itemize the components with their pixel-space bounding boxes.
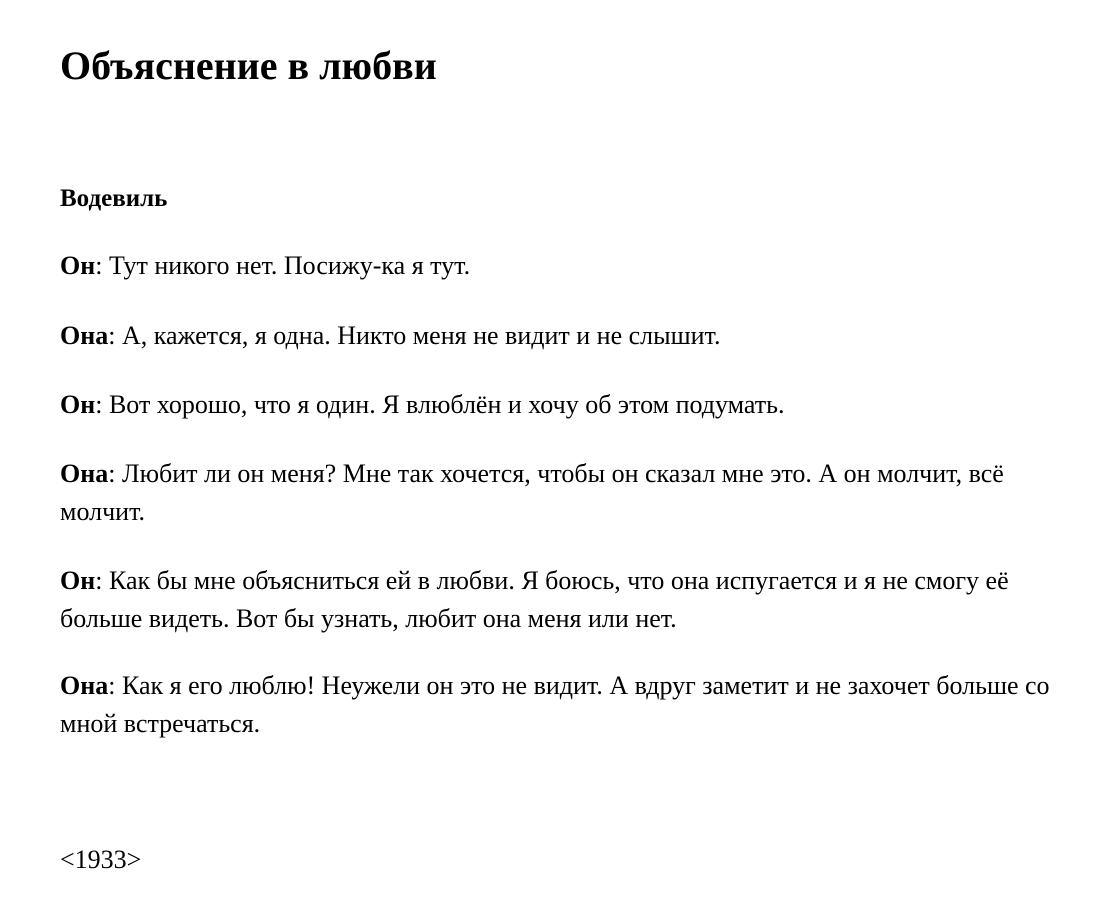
document-subtitle: Водевиль <box>60 185 168 212</box>
speaker-name: Она <box>60 321 109 350</box>
dialogue-line <box>60 667 1070 743</box>
dialogue-text: : А, кажется, я одна. Никто меня не видит и не слышит. <box>108 321 721 350</box>
document-date: <1933> <box>60 845 142 874</box>
dialogue-line <box>60 317 1070 355</box>
speaker-name: Он <box>60 390 96 419</box>
dialogue-text: : Любит ли он меня? Мне так хочется, чтобы он сказал мне это. А он молчит, всё молчит. <box>60 459 1004 526</box>
document-title: Объяснение в любви <box>60 43 437 88</box>
dialogue-text: : Как я его люблю! Неужели он это не видит. А вдруг заметит и не захочет больше со мной встречаться. <box>60 671 1050 738</box>
dialogue-line <box>60 562 1070 638</box>
speaker-name: Он <box>60 566 96 595</box>
speaker-name: Она <box>60 671 109 700</box>
speaker-name: Он <box>60 251 96 280</box>
dialogue-line <box>60 455 1070 531</box>
dialogue-line <box>60 247 1070 285</box>
dialogue-text: : Вот хорошо, что я один. Я влюблён и хочу об этом подумать. <box>95 390 785 419</box>
speaker-name: Она <box>60 459 109 488</box>
dialogue-text: : Как бы мне объясниться ей в любви. Я боюсь, что она испугается и я не смогу её больше видеть. Вот бы узнать, любит она меня или нет. <box>60 566 1009 633</box>
dialogue-text: : Тут никого нет. Посижу-ка я тут. <box>95 251 471 280</box>
dialogue-line <box>60 386 1070 424</box>
